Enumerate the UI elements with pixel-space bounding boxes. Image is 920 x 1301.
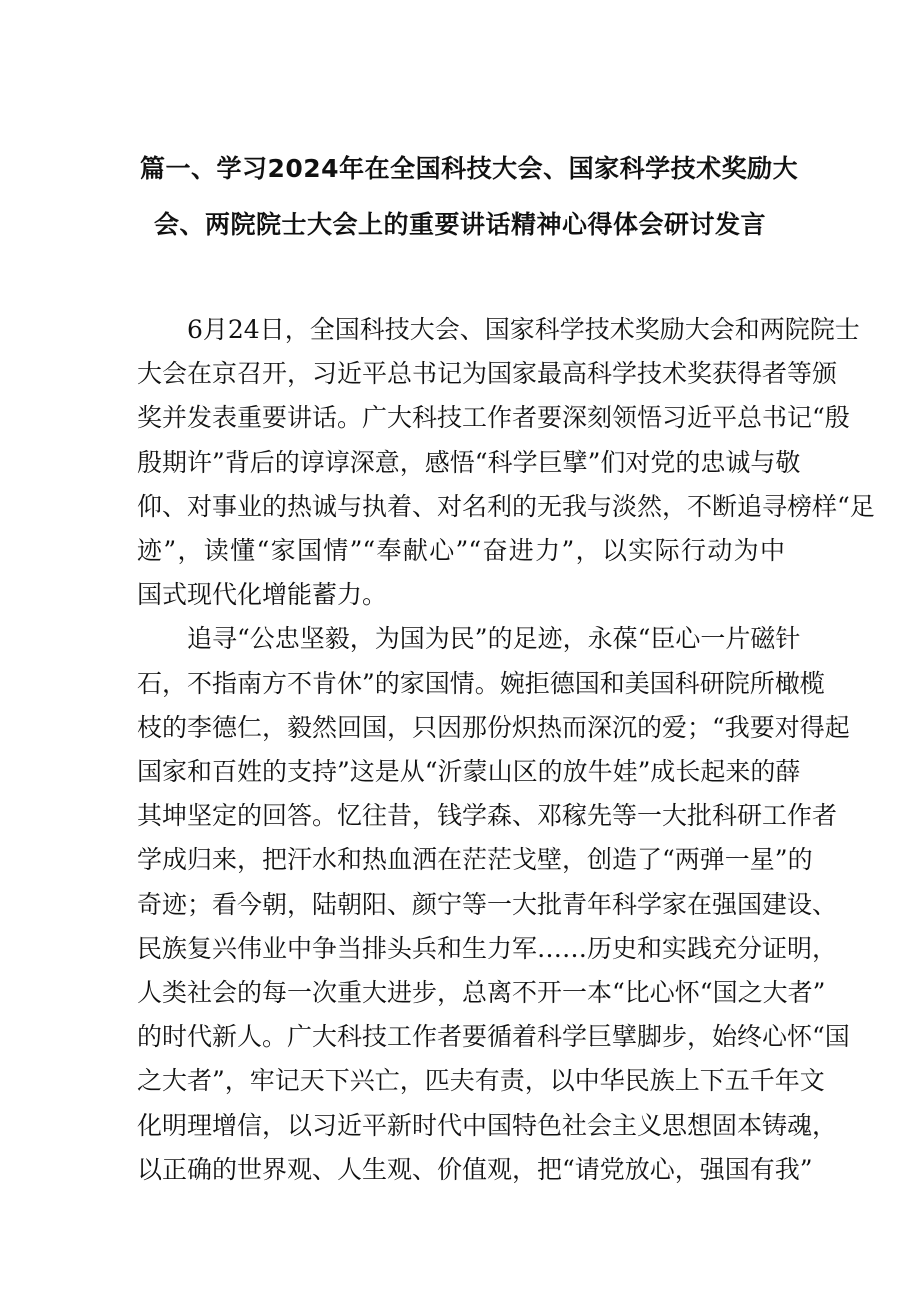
- text-line: 迹”，读懂“家国情”“奉献心”“奋进力”，以实际行动为中: [137, 536, 785, 566]
- text-line: 追寻“公忠坚毅，为国为民”的足迹，永葆“臣心一片磁针: [137, 624, 801, 654]
- text-line: 之大者”，牢记天下兴亡，匹夫有责，以中华民族上下五千年文: [137, 1066, 825, 1096]
- text-line: 国家和百姓的支持”这是从“沂蒙山区的放牛娃”成长起来的薛: [137, 757, 801, 787]
- text-line: 奇迹；看今朝，陆朝阳、颜宁等一大批青年科学家在强国建设、: [137, 889, 838, 919]
- text-line: 学成归来，把汗水和热血洒在茫茫戈壁，创造了“两弹一星”的: [137, 845, 813, 875]
- text-line: 石，不指南方不肯休”的家国情。婉拒德国和美国科研院所橄榄: [137, 668, 825, 698]
- text-line: 民族复兴伟业中争当排头兵和生力军……历史和实践充分证明，: [137, 933, 838, 963]
- text-line: 化明理增信，以习近平新时代中国特色社会主义思想固本铸魂，: [137, 1110, 838, 1140]
- text-line: 的时代新人。广大科技工作者要循着科学巨擘脚步，始终心怀“国: [137, 1022, 850, 1052]
- text-line: 以正确的世界观、人生观、价值观，把“请党放心，强国有我”: [137, 1154, 813, 1184]
- text-line: 6月24日，全国科技大会、国家科学技术奖励大会和两院院士: [137, 315, 860, 344]
- text-line: 枝的李德仁，毅然回国，只因那份炽热而深沉的爱；“我要对得起: [137, 712, 850, 742]
- text-line: 仰、对事业的热诚与执着、对名利的无我与淡然，不断追寻榜样“足: [137, 491, 875, 521]
- document-body: [137, 308, 875, 1192]
- text-line: 殷期许”背后的谆谆深意，感悟“科学巨擘”们对党的忠诚与敬: [137, 447, 801, 477]
- paragraph-2: [137, 617, 850, 1192]
- title-line-2: 会、两院院士大会上的重要讲话精神心得体会研讨发言: [153, 210, 766, 239]
- paragraph-1: [137, 308, 875, 617]
- title-line-1: 篇一、学习2024年在全国科技大会、国家科学技术奖励大: [140, 154, 799, 183]
- text-line: 国式现代化增能蓄力。: [137, 580, 388, 610]
- text-line: 人类社会的每一次重大进步，总离不开一本“比心怀“国之大者”: [137, 978, 826, 1008]
- text-line: 大会在京召开，习近平总书记为国家最高科学技术奖获得者等颁: [137, 359, 838, 389]
- document-title: [140, 141, 799, 253]
- text-line: 奖并发表重要讲话。广大科技工作者要深刻领悟习近平总书记“殷: [137, 403, 850, 433]
- text-line: 其坤坚定的回答。忆往昔，钱学森、邓稼先等一大批科研工作者: [137, 801, 838, 831]
